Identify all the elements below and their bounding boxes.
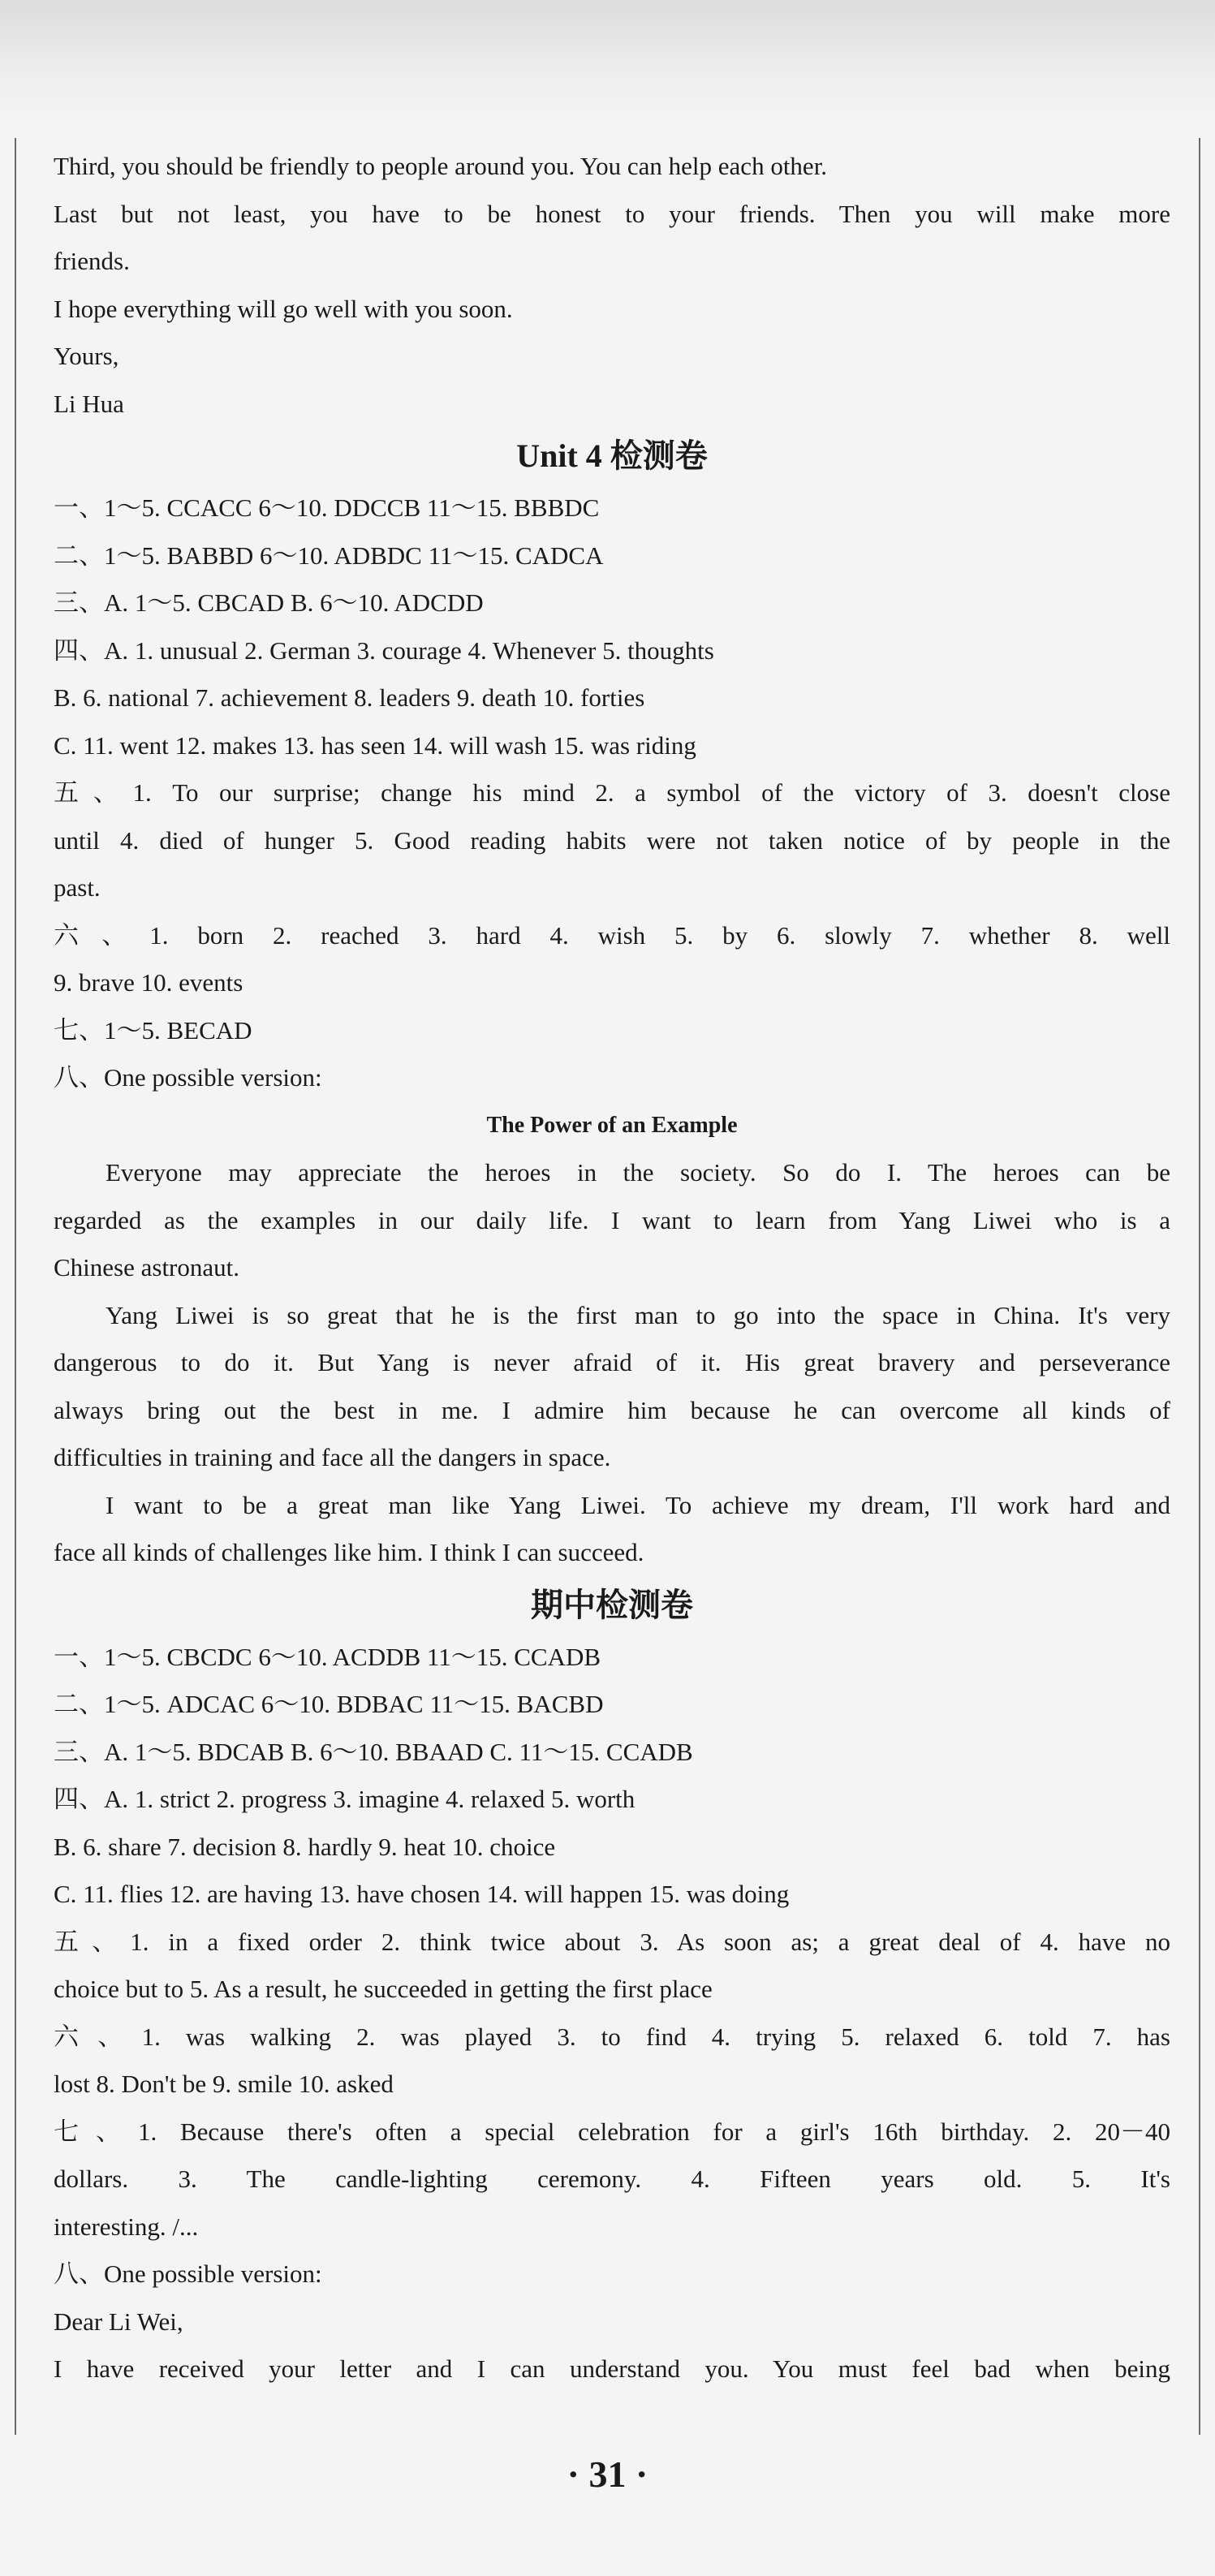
letter-line: I hope everything will go well with you soon. xyxy=(54,294,513,323)
answer-line: 七、1. Because there's often a special celebration for a girl's 16th birthday. 2. 20－40 xyxy=(54,2117,1170,2146)
letter-closing: Yours, xyxy=(54,342,119,370)
unit4-title: Unit 4 检测卷 xyxy=(516,437,708,474)
essay-line: Chinese astronaut. xyxy=(54,1253,240,1282)
answer-line: dollars. 3. The candle-lighting ceremony. 4. Fifteen years old. 5. It's xyxy=(54,2165,1170,2193)
page-number: · 31 · xyxy=(567,2453,648,2495)
left-margin-rule xyxy=(15,138,16,2435)
answer-line: 八、One possible version: xyxy=(54,1063,322,1092)
answer-line: B. 6. national 7. achievement 8. leaders 9. death 10. forties xyxy=(54,683,645,712)
letter-line: Last but not least, you have to be honest to your friends. Then you will make more xyxy=(54,199,1170,228)
answer-line: 9. brave 10. events xyxy=(54,968,243,997)
letter-greeting: Dear Li Wei, xyxy=(54,2307,183,2336)
essay-line: regarded as the examples in our daily life. I want to learn from Yang Liwei who is a xyxy=(54,1205,1170,1234)
essay-line: Yang Liwei is so great that he is the first man to go into the space in China. It's very xyxy=(106,1300,1170,1329)
essay-line: Everyone may appreciate the heroes in the society. So do I. The heroes can be xyxy=(106,1158,1170,1187)
answer-line: 二、1～5. ADCAC 6～10. BDBAC 11～15. BACBD xyxy=(54,1690,604,1718)
answer-line: 八、One possible version: xyxy=(54,2259,322,2288)
right-margin-rule xyxy=(1199,138,1200,2435)
answer-line: until 4. died of hunger 5. Good reading habits were not taken notice of by people in the xyxy=(54,825,1170,855)
answer-line: choice but to 5. As a result, he succeeded in getting the first place xyxy=(54,1975,713,2003)
answer-line: 三、A. 1～5. BDCAB B. 6～10. BBAAD C. 11～15. CCADB xyxy=(54,1737,693,1766)
answer-line: 六、1. was walking 2. was played 3. to find 4. trying 5. relaxed 6. told 7. has xyxy=(54,2022,1170,2051)
answer-line: 五、1. in a fixed order 2. think twice about 3. As soon as; a great deal of 4. have no xyxy=(54,1927,1170,1956)
letter-line: friends. xyxy=(54,247,130,275)
answer-line: 五、1. To our surprise; change his mind 2. a symbol of the victory of 3. doesn't close xyxy=(54,778,1170,807)
answer-line: 一、1～5. CCACC 6～10. DDCCB 11～15. BBBDC xyxy=(54,493,600,522)
answer-line: past. xyxy=(54,873,101,902)
essay-line: dangerous to do it. But Yang is never afraid of it. His great bravery and perseverance xyxy=(54,1348,1170,1376)
answer-line: B. 6. share 7. decision 8. hardly 9. heat 10. choice xyxy=(54,1832,556,1861)
letter-line: Third, you should be friendly to people around you. You can help each other. xyxy=(54,152,828,180)
answer-line: 二、1～5. BABBD 6～10. ADBDC 11～15. CADCA xyxy=(54,541,604,570)
answer-line: 四、A. 1. strict 2. progress 3. imagine 4. relaxed 5. worth xyxy=(54,1785,636,1813)
essay-line: always bring out the best in me. I admire him because he can overcome all kinds of xyxy=(54,1395,1170,1424)
top-shadow xyxy=(0,0,1215,122)
answer-line: 一、1～5. CBCDC 6～10. ACDDB 11～15. CCADB xyxy=(54,1642,601,1671)
letter-signature: Li Hua xyxy=(54,389,124,418)
answer-line: interesting. /... xyxy=(54,2212,199,2241)
essay-line: difficulties in training and face all the dangers in space. xyxy=(54,1443,611,1471)
letter-line: I have received your letter and I can understand you. You must feel bad when being xyxy=(54,2354,1170,2383)
answer-line: 三、A. 1～5. CBCAD B. 6～10. ADCDD xyxy=(54,588,484,617)
answer-line: 四、A. 1. unusual 2. German 3. courage 4. Whenever 5. thoughts xyxy=(54,635,714,665)
essay-line: face all kinds of challenges like him. I think I can succeed. xyxy=(54,1538,644,1566)
answer-line: 七、1～5. BECAD xyxy=(54,1015,252,1045)
essay-line: I want to be a great man like Yang Liwei. To achieve my dream, I'll work hard and xyxy=(106,1490,1170,1519)
answer-line: C. 11. flies 12. are having 13. have chosen 14. will happen 15. was doing xyxy=(54,1880,790,1908)
page-content xyxy=(54,143,1170,2393)
answer-line: C. 11. went 12. makes 13. has seen 14. will wash 15. was riding xyxy=(54,730,696,760)
essay-title: The Power of an Example xyxy=(486,1112,738,1138)
answer-line: lost 8. Don't be 9. smile 10. asked xyxy=(54,2070,394,2098)
midterm-title: 期中检测卷 xyxy=(531,1586,693,1623)
answer-line: 六、1. born 2. reached 3. hard 4. wish 5. by 6. slowly 7. whether 8. well xyxy=(54,920,1170,950)
